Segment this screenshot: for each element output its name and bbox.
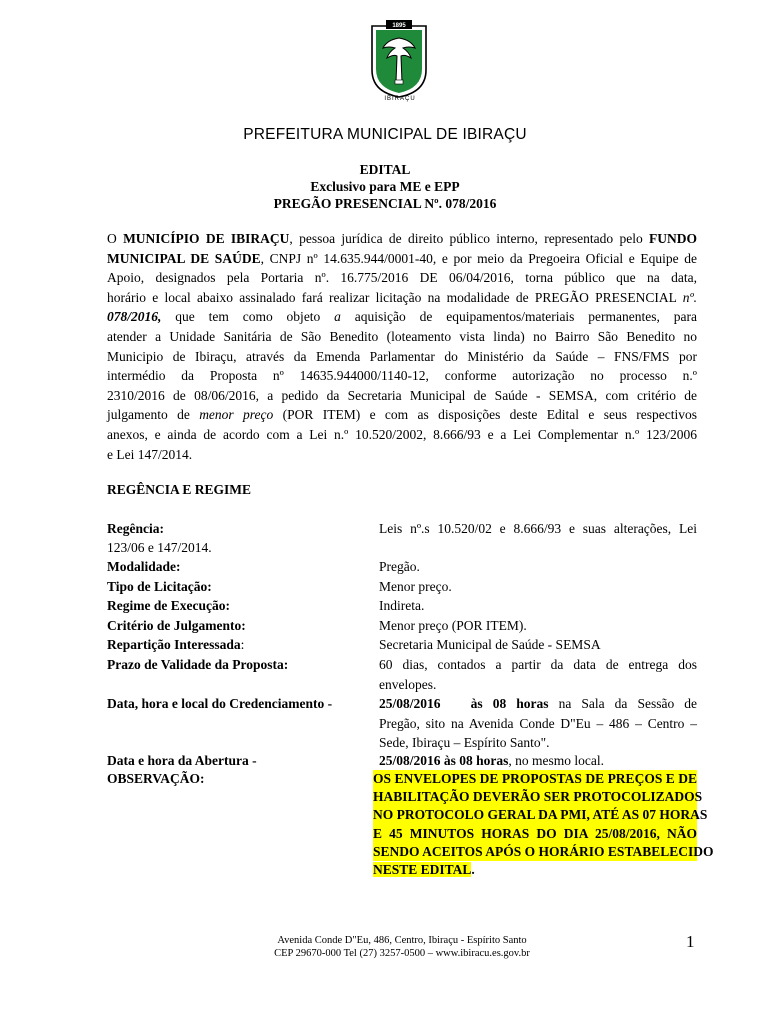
modalidade-label: Modalidade: — [107, 559, 181, 574]
intro-line: atender a Unidade Sanitária de São Benedito (loteamento vista linda) no Bairro São Benedito no — [107, 328, 697, 344]
observacao-label: OBSERVAÇÃO: — [107, 771, 205, 786]
document-subtitle: Exclusivo para ME e EPP — [310, 179, 460, 194]
observacao-text: OS ENVELOPES DE PROPOSTAS DE PREÇOS E DE HABILITAÇÃO DEVERÃO SER PROTOCOLIZADOS NO PROTOCOLO GERAL DA PMI, ATÉ AS 07 HORAS E 45 MINUTOS HORAS DO DIA 25/08/2016, NÃO SENDO ACEITOS APÓS O HORÁRIO ESTABELECIDO NESTE EDITAL. — [373, 771, 714, 878]
intro-line: Apoio, designados pela Portaria nº. 16.775/2016 DE 06/04/2016, torna público que na data, — [107, 270, 697, 286]
regime-execucao-label: Regime de Execução: — [107, 598, 230, 613]
intro-line: Municipio de Ibiraçu, através da Emenda Parlamentar do Ministério da Saúde – FNS/FMS por — [107, 348, 697, 364]
organization-title: PREFEITURA MUNICIPAL DE IBIRAÇU — [243, 126, 527, 143]
abertura-label: Data e hora da Abertura - — [107, 753, 257, 768]
modalidade-value: Pregão. — [379, 559, 420, 574]
regime-execucao-value: Indireta. — [379, 598, 425, 613]
intro-line: 078/2016, que tem como objeto a aquisição de equipamentos/materiais permanentes, para — [107, 309, 697, 325]
regencia-continuation: 123/06 e 147/2014. — [107, 540, 212, 555]
crest-caption: IBIRAÇU — [384, 96, 416, 102]
municipal-crest-logo — [369, 18, 429, 98]
credenciamento-value: 25/08/2016 às 08 horas na Sala da Sessão de Pregão, sito na Avenida Conde D"Eu – 486 – Centro – Sede, Ibiraçu – Espírito Santo". — [379, 696, 697, 751]
intro-line: 2310/2016 de 08/06/2016, a pedido da Secretaria Municipal de Saúde - SEMSA, com critério de — [107, 387, 697, 403]
reparticao-value: Secretaria Municipal de Saúde - SEMSA — [379, 637, 601, 652]
intro-line: intermédio da Proposta nº 14635.944000/1140-12, conforme autorização no processo n.º — [107, 368, 697, 384]
abertura-value: 25/08/2016 às 08 horas, no mesmo local. — [379, 753, 604, 768]
tipo-value: Menor preço. — [379, 579, 452, 594]
process-number: PREGÃO PRESENCIAL Nº. 078/2016 — [273, 196, 497, 211]
prazo-label: Prazo de Validade da Proposta: — [107, 657, 289, 672]
tipo-label: Tipo de Licitação: — [107, 579, 212, 594]
intro-line: e Lei 147/2014. — [107, 446, 193, 462]
section-heading: REGÊNCIA E REGIME — [107, 482, 252, 497]
regencia-value: Leis nº.s 10.520/02 e 8.666/93 e suas alterações, Lei — [379, 521, 697, 536]
reparticao-label: Repartição Interessada: — [107, 637, 245, 652]
prazo-value: 60 dias, contados a partir da data de entrega dos envelopes. — [379, 657, 697, 692]
footer-address: Avenida Conde D"Eu, 486, Centro, Ibiraçu - Espírito Santo — [277, 935, 527, 946]
criterio-value: Menor preço (POR ITEM). — [379, 618, 527, 633]
intro-paragraph — [107, 229, 697, 464]
svg-text:1895: 1895 — [392, 23, 406, 29]
document-type: EDITAL — [359, 162, 411, 177]
intro-line: MUNICIPAL DE SAÚDE, CNPJ nº 14.635.944/0001-40, e por meio da Pregoeira Oficial e Equipe de — [107, 250, 697, 266]
page-number: 1 — [686, 932, 695, 951]
regencia-label: Regência: — [107, 521, 164, 536]
intro-line: julgamento de menor preço (POR ITEM) e com as disposições deste Edital e seus respectivos — [107, 407, 698, 423]
credenciamento-label: Data, hora e local do Credenciamento - — [107, 696, 333, 711]
intro-line: horário e local abaixo assinalado fará realizar licitação na modalidade de PREGÃO PRESENCIAL nº. — [107, 289, 697, 305]
intro-line: anexos, e ainda de acordo com a Lei n.º 10.520/2002, 8.666/93 e a Lei Complementar n.º 123/2006 — [107, 426, 697, 442]
page-footer — [0, 934, 770, 960]
intro-line: O MUNICÍPIO DE IBIRAÇU, pessoa jurídica de direito público interno, representado pelo FUNDO — [107, 231, 697, 246]
footer-contact: CEP 29670-000 Tel (27) 3257-0500 – www.ibiracu.es.gov.br — [274, 948, 530, 959]
criterio-label: Critério de Julgamento: — [107, 618, 246, 633]
